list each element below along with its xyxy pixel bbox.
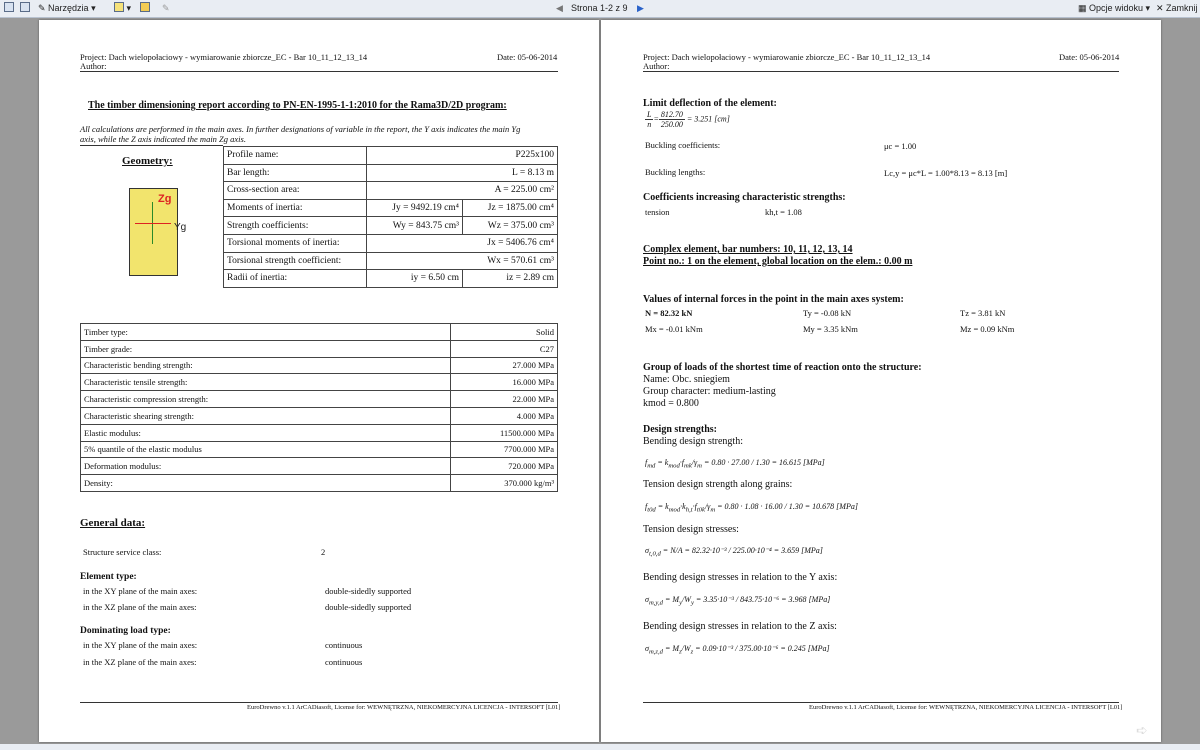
material-label: Timber type: <box>81 324 451 341</box>
material-label: Characteristic bending strength: <box>81 357 451 374</box>
header-author: Author: <box>643 61 670 71</box>
header-author: Author: <box>80 61 107 71</box>
material-label: Elastic modulus: <box>81 424 451 441</box>
material-value: 11500.000 MPa <box>451 424 558 441</box>
load-group-title: Group of loads of the shortest time of reaction onto the structure: <box>643 362 922 373</box>
next-page-icon[interactable]: ➪ <box>1136 722 1148 738</box>
f-md-formula: $f_{md} = k_{mod}\cdot f_{mk}/\gamma_m = 0.80 \cdot 27.00 / 1.30 = 16.615$ [MPa] <box>645 458 825 470</box>
view-options-menu[interactable]: ▦ Opcje widoku ▾ <box>1078 3 1151 13</box>
moment-My: My = 3.35 kNm <box>803 324 858 334</box>
force-Ty: Ty = -0.08 kN <box>803 308 852 318</box>
save-icon[interactable] <box>4 2 14 15</box>
load-group-name: Name: Obc. sniegiem <box>643 374 730 385</box>
moment-Mx: Mx = -0.01 kNm <box>645 324 703 334</box>
element-xz-value: double-sidedly supported <box>325 602 412 612</box>
intro-line-1: All calculations are performed in the main axes. In further designations of variable in the report, the Y axis indicates the main Yg <box>80 124 521 134</box>
close-button[interactable]: ✕ Zamknij <box>1156 3 1198 13</box>
page-footer: EuroDrewno v.1.1 ArCADiasoft, License for: WEWNĘTRZNA, NIEKOMERCYJNA LICENCJA - INTERSOFT [L01] <box>809 704 1123 711</box>
element-xz-label: in the XZ plane of the main axes: <box>83 602 197 612</box>
intro-line-2: axis, while the Z axis indicated the main Zg axis. <box>80 134 246 144</box>
material-label: 5% quantile of the elastic modulus <box>81 441 451 458</box>
material-row <box>81 324 558 341</box>
material-label: Density: <box>81 475 451 492</box>
limit-deflection-title: Limit deflection of the element: <box>643 98 777 109</box>
force-Tz: Tz = 3.81 kN <box>960 308 1006 318</box>
material-row <box>81 424 558 441</box>
material-value: 7700.000 MPa <box>451 441 558 458</box>
buckling-coef-value: μc = 1.00 <box>884 141 917 151</box>
material-row <box>81 458 558 475</box>
buckling-len-value: Lc,y = μc*L = 1.00*8.13 = 8.13 [m] <box>884 168 1008 178</box>
page-indicator: Strona 1-2 z 9 <box>571 3 628 13</box>
buckling-len-label: Buckling lengths: <box>645 167 706 177</box>
f-t0d-formula: $f_{t0d} = k_{mod}\cdot k_{h,t}\cdot f_{t0k}/\gamma_m = 0.80 \cdot 1.08 \cdot 16.00 / 1.30 = 10.678$ [MPa] <box>645 502 858 514</box>
report-page-1 <box>39 20 599 742</box>
material-value: 370.000 kg/m³ <box>451 475 558 492</box>
load-group-character: Group character: medium-lasting <box>643 386 776 397</box>
force-N: N = 82.32 kN <box>645 308 693 318</box>
element-xy-value: double-sidedly supported <box>325 586 412 596</box>
complex-element-line-2: Point no.: 1 on the element, global location on the elem.: 0.00 m <box>643 256 913 267</box>
header-project: Project: Dach wielopołaciowy - wymiarowanie zbiorcze_EC - Bar 10_11_12_13_14 <box>643 52 931 62</box>
element-xy-label: in the XY plane of the main axes: <box>83 586 198 596</box>
moment-Mz: Mz = 0.09 kNm <box>960 324 1015 334</box>
material-label: Characteristic shearing strength: <box>81 407 451 424</box>
material-row <box>81 374 558 391</box>
design-strengths-title: Design strengths: <box>643 424 717 435</box>
kmod-value: kmod = 0.800 <box>643 398 699 409</box>
limit-deflection-formula: $\frac{L}{n}$ = $\frac{812.70}{250.00}$ = 3.251 [cm] <box>647 110 730 129</box>
next-page-arrow[interactable]: ▶ <box>637 3 644 13</box>
tension-value: kh,t = 1.08 <box>765 207 802 217</box>
viewer-toolbar <box>0 0 1200 18</box>
material-value: Solid <box>451 324 558 341</box>
material-value: 22.000 MPa <box>451 391 558 408</box>
header-date: Date: 05-06-2014 <box>1059 52 1120 62</box>
material-row <box>81 475 558 492</box>
service-class-value: 2 <box>321 547 326 557</box>
service-class-label: Structure service class: <box>83 547 162 557</box>
forces-title: Values of internal forces in the point in the main axes system: <box>643 294 904 305</box>
print-icon[interactable] <box>20 2 30 15</box>
bending-z-label: Bending design stresses in relation to the Z axis: <box>643 621 837 632</box>
header-date: Date: 05-06-2014 <box>497 52 558 62</box>
tools-menu[interactable]: ✎ Narzędzia ▾ <box>38 3 96 13</box>
tension-label: tension <box>645 207 670 217</box>
material-label: Timber grade: <box>81 340 451 357</box>
report-title: The timber dimensioning report according to PN-EN-1995-1-1:2010 for the Rama3D/2D program: <box>88 100 507 111</box>
sigma-myd-formula: $\sigma_{m,y,d} = M_y/W_y = 3.35\cdot 10^{-3} / 843.75\cdot 10^{-6} = 3.968$ [MPa] <box>645 595 831 607</box>
status-bar <box>0 744 1200 750</box>
load-xz-label: in the XZ plane of the main axes: <box>83 657 197 667</box>
material-value: 4.000 MPa <box>451 407 558 424</box>
load-xz-value: continuous <box>325 657 363 667</box>
edit-icon[interactable]: ✎ <box>162 3 170 13</box>
material-row <box>81 407 558 424</box>
bending-y-label: Bending design stresses in relation to the Y axis: <box>643 572 838 583</box>
material-value: 16.000 MPa <box>451 374 558 391</box>
y-axis-line <box>135 223 171 224</box>
material-value: 27.000 MPa <box>451 357 558 374</box>
element-type-title: Element type: <box>80 572 137 582</box>
load-xy-label: in the XY plane of the main axes: <box>83 640 198 650</box>
tension-strength-label: Tension design strength along grains: <box>643 479 793 490</box>
material-value: C27 <box>451 340 558 357</box>
material-label: Deformation modulus: <box>81 458 451 475</box>
material-row <box>81 441 558 458</box>
complex-element-line-1: Complex element, bar numbers: 10, 11, 12, 13, 14 <box>643 244 853 255</box>
view-options-icon: ▦ <box>1078 3 1090 13</box>
load-xy-value: continuous <box>325 640 363 650</box>
general-data-title: General data: <box>80 517 146 529</box>
geometry-table: Profile name: P225x100 Bar length: L = 8.13 m Cross-section area: A = 225.00 cm² Moments of inertia: Jy = 9492.19 cm⁴ Jz = 1875.00 cm⁴ Strength coefficients: Wy = 843.75 cm³ Wz = 375.00 cm³ Torsional moments of inertia: Jx = 5406.76 cm⁴ Torsional strength coefficient: Wx = 570.61 cm³ Radii of inertia: iy = 6.50 cm iz = 2.89 cm <box>223 146 558 288</box>
tension-stress-label: Tension design stresses: <box>643 524 739 535</box>
sigma-t0d-formula: $\sigma_{t,0,d} = N/A = 82.32\cdot 10^{-3} / 225.00\cdot 10^{-4} = 3.659$ [MPa] <box>645 546 823 558</box>
axis-y-label: Yg <box>174 222 187 233</box>
highlight-icon[interactable]: ▾ <box>114 2 131 15</box>
folder-icon[interactable] <box>140 2 150 15</box>
header-project: Project: Dach wielopołaciowy - wymiarowanie zbiorcze_EC - Bar 10_11_12_13_14 <box>80 52 368 62</box>
material-row <box>81 357 558 374</box>
sigma-mzd-formula: $\sigma_{m,z,d} = M_z/W_z = 0.09\cdot 10^{-3} / 375.00\cdot 10^{-6} = 0.245$ [MPa] <box>645 644 830 656</box>
load-type-title: Dominating load type: <box>80 626 171 636</box>
material-row <box>81 391 558 408</box>
coefficients-title: Coefficients increasing characteristic strengths: <box>643 192 846 203</box>
buckling-coef-label: Buckling coefficients: <box>645 140 721 150</box>
material-label: Characteristic compression strength: <box>81 391 451 408</box>
material-label: Characteristic tensile strength: <box>81 374 451 391</box>
prev-page-arrow[interactable]: ◀ <box>556 3 563 13</box>
material-table <box>80 323 558 492</box>
bending-strength-label: Bending design strength: <box>643 436 743 447</box>
geometry-title: Geometry: <box>122 155 173 167</box>
report-page-2 <box>601 20 1161 742</box>
page-footer: EuroDrewno v.1.1 ArCADiasoft, License for: WEWNĘTRZNA, NIEKOMERCYJNA LICENCJA - INTERSOFT [L01] <box>247 704 561 711</box>
axis-z-label: Zg <box>158 193 172 205</box>
material-value: 720.000 MPa <box>451 458 558 475</box>
close-icon: ✕ <box>1156 3 1167 13</box>
material-row <box>81 340 558 357</box>
tools-icon: ✎ <box>38 3 49 13</box>
